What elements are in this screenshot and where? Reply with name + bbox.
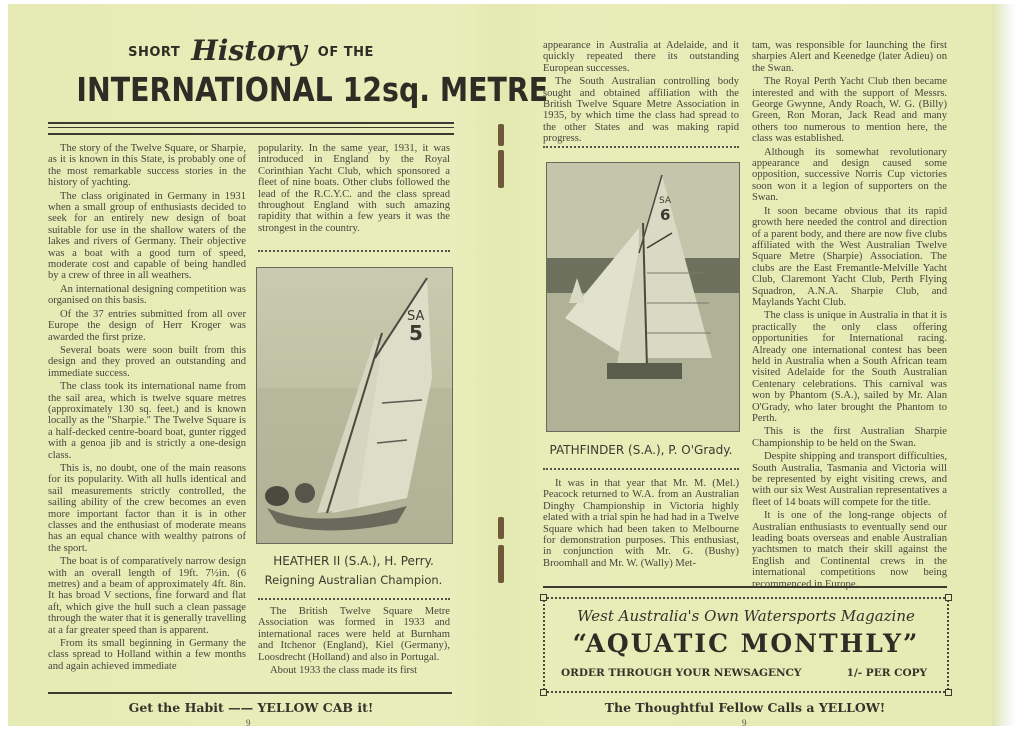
article-title [48,34,549,110]
title-history: History [191,34,307,67]
paragraph: Although its somewhat revolutionary appearance and design caused some opposition, successive Norris Cup victories soon won it a legion of supporters on the Swan. [752,146,947,204]
paragraph: The boat is of comparatively narrow design with an overall length of 19ft. 7½in. (6 metres) and a beam of approximately 4ft. 8in. It has broad V sections, fine forward and flat aft, which give the hull such a clean passage through the water that it is generally travelling at a far greater speed than is apparent. [48,556,246,636]
paragraph: The class is unique in Australia in that it is practically the only class offering opportunities for International racing. Already one international contest has been held in Australia when a South African team visited Adelaide for the South Australian Centenary celebrations. This carnival was won by Phantom (S.A.), sailed by Mr. Alan O'Grady, who later brought the Phantom to Perth. [752,310,947,424]
dotted-divider [543,146,739,148]
paragraph: From its small beginning in Germany the class spread to Holland within a few months and again achieved immediate [48,638,246,672]
staple [498,517,504,539]
corner-ornament [945,594,952,601]
photo-pathfinder [546,162,740,432]
footer-rule [48,692,452,694]
article-column-2 [258,143,450,236]
article-column-1 [48,143,246,674]
column-rule [543,586,947,588]
article-column-4 [752,40,947,592]
paragraph: appearance in Australia at Adelaide, and it quickly repeated there its outstanding European successes. [543,40,739,74]
paragraph: The class took its international name from the sail area, which is twelve square metres (approximately 130 sq. feet.) and is known locally as the "Sharpie." The Twelve Square is a half-decked centre-board boat, gunter rigged with a genoa jib and is strictly a one-design class. [48,381,246,461]
paragraph: Several boats were soon built from this design and they proved an outstanding and immediate success. [48,344,246,379]
staple [498,150,504,188]
paragraph: Of the 37 entries submitted from all over Europe the design of Herr Kroger was awarded the first prize. [48,308,246,343]
photo-caption-subtitle: Reigning Australian Champion. [264,573,443,587]
paragraph: An international designing competition was organised on this basis. [48,283,246,307]
paragraph: This is the first Australian Sharpie Championship to be held on the Swan. [752,426,947,449]
page-number: 9 [742,718,747,728]
footer-slogan-left: Get the Habit —— YELLOW CAB it! [128,700,374,715]
paragraph: It was in that year that Mr. M. (Mel.) Peacock returned to W.A. from an Australian Dinghy Championship in Victoria highly elated with a trial spin he had had in a Twelve Square which had been taken to Melbourne for demonstration purposes. This enthusiast, in conjunction with Mr. G. (Bushy) Broomhall and Mr. W. (Wally) Met- [543,478,739,569]
dotted-divider [543,468,739,470]
sail-number: 5 [409,321,423,345]
paragraph: The British Twelve Square Metre Association was formed in 1933 and international races were held at Burnham and Itchenor (England), Kiel (Germany), Loosdrecht (Holland) and also in Portugal. [258,606,450,663]
aquatic-monthly-advert [543,597,949,693]
title-of-the: OF THE [317,45,374,60]
paragraph: The story of the Twelve Square, or Sharpie, as it is known in this State, is probably one of the most remarkable success stories in the history of yachting. [48,143,246,189]
corner-ornament [945,689,952,696]
paragraph: About 1933 the class made its first [270,665,418,677]
paragraph: The class originated in Germany in 1931 when a small group of enthusiasts decided to seek for an entirely new design of boat suitable for use in the shallow waters of the lakes and rivers of Germany. Their objective was a boat with a good turn of speed, moderate cost and capable of being handled by a crew of three in all weathers. [48,190,246,282]
advert-price: 1/- PER COPY [846,667,927,679]
corner-ornament [540,689,547,696]
footer-slogan-right: The Thoughtful Fellow Calls a YELLOW! [604,700,886,715]
advert-title: “AQUATIC MONTHLY” [572,629,920,658]
advert-tagline: West Australia's Own Watersports Magazine [577,607,915,625]
article-column-3 [543,40,739,147]
paragraph: popularity. In the same year, 1931, it was introduced in England by the Royal Corinthian Yacht Club, which sponsored a fleet of nine boats. Other clubs followed the lead of the R.C.Y.C. and the class spread throughout England with such amazing rapidity that within a few years it was the strongest in the country. [258,143,450,234]
title-rule [48,122,454,135]
page-edge [992,4,1016,726]
sail-letters: SA [407,309,425,324]
title-main: INTERNATIONAL 12sq. METRE [76,70,549,109]
dotted-divider [258,250,450,252]
page-number: 9 [246,718,251,728]
paragraph: It soon became obvious that its rapid growth here needed the control and direction of a parent body, and there are now five clubs affiliated with the West Australian Twelve Square Metre (Sharpie) Association. The clubs are the East Fremantle-Melville Yacht Club, Claremont Yacht Club, Perth Flying Squadron, A.N.A. Sharpie Club, and Maylands Yacht Club. [752,205,947,308]
staple [498,545,504,583]
article-column-3-continued [543,478,739,571]
photo-caption-name: HEATHER II (S.A.), H. Perry. [273,554,434,568]
paragraph: The Royal Perth Yacht Club then became interested and with the support of Messrs. George Gwynne, Andy Roach, W. G. (Billy) Green, Ron Moran, Jack Read and many others too numerous to mention here, the class was established. [752,76,947,145]
corner-ornament [540,594,547,601]
sail-number: 6 [660,206,671,224]
photo-caption: PATHFINDER (S.A.), P. O'Grady. [549,443,733,457]
paragraph: Despite shipping and transport difficulties, South Australia, Tasmania and Victoria will be represented by eight visiting crews, and with our six West Australian representatives a fleet of 14 boats will compete for the title. [752,451,947,508]
sail-letters: SA [659,196,672,206]
article-column-2-continued [258,606,450,678]
title-short: SHORT [128,45,181,60]
staple [498,124,504,146]
paragraph: This is, no doubt, one of the main reasons for its popularity. With all hulls identical and sail measurements strictly controlled, the sailing ability of the crew becomes an even more important factor than it is in other classes and the enthusiast of moderate means has an equal chance with wealthy patrons of the sport. [48,462,246,554]
advert-order-text: ORDER THROUGH YOUR NEWSAGENCY [561,667,802,679]
photo-heather-ii [256,267,453,544]
paragraph: The South Australian controlling body sought and obtained affiliation with the British Twelve Square Metre Association in 1935, by which time the class had spread to the other States and was making rapid progress. [543,76,739,145]
paragraph: It is one of the long-range objects of Australian enthusiasts to eventually send our leading boats overseas and enable Australian yachtsmen to match their skill against the English and Continental crews in the international competitions now being recommenced in Europe. [752,510,947,590]
paragraph: tam, was responsible for launching the first sharpies Alert and Keenedge (later Adieu) on the Swan. [752,40,947,74]
dotted-divider [258,598,450,600]
